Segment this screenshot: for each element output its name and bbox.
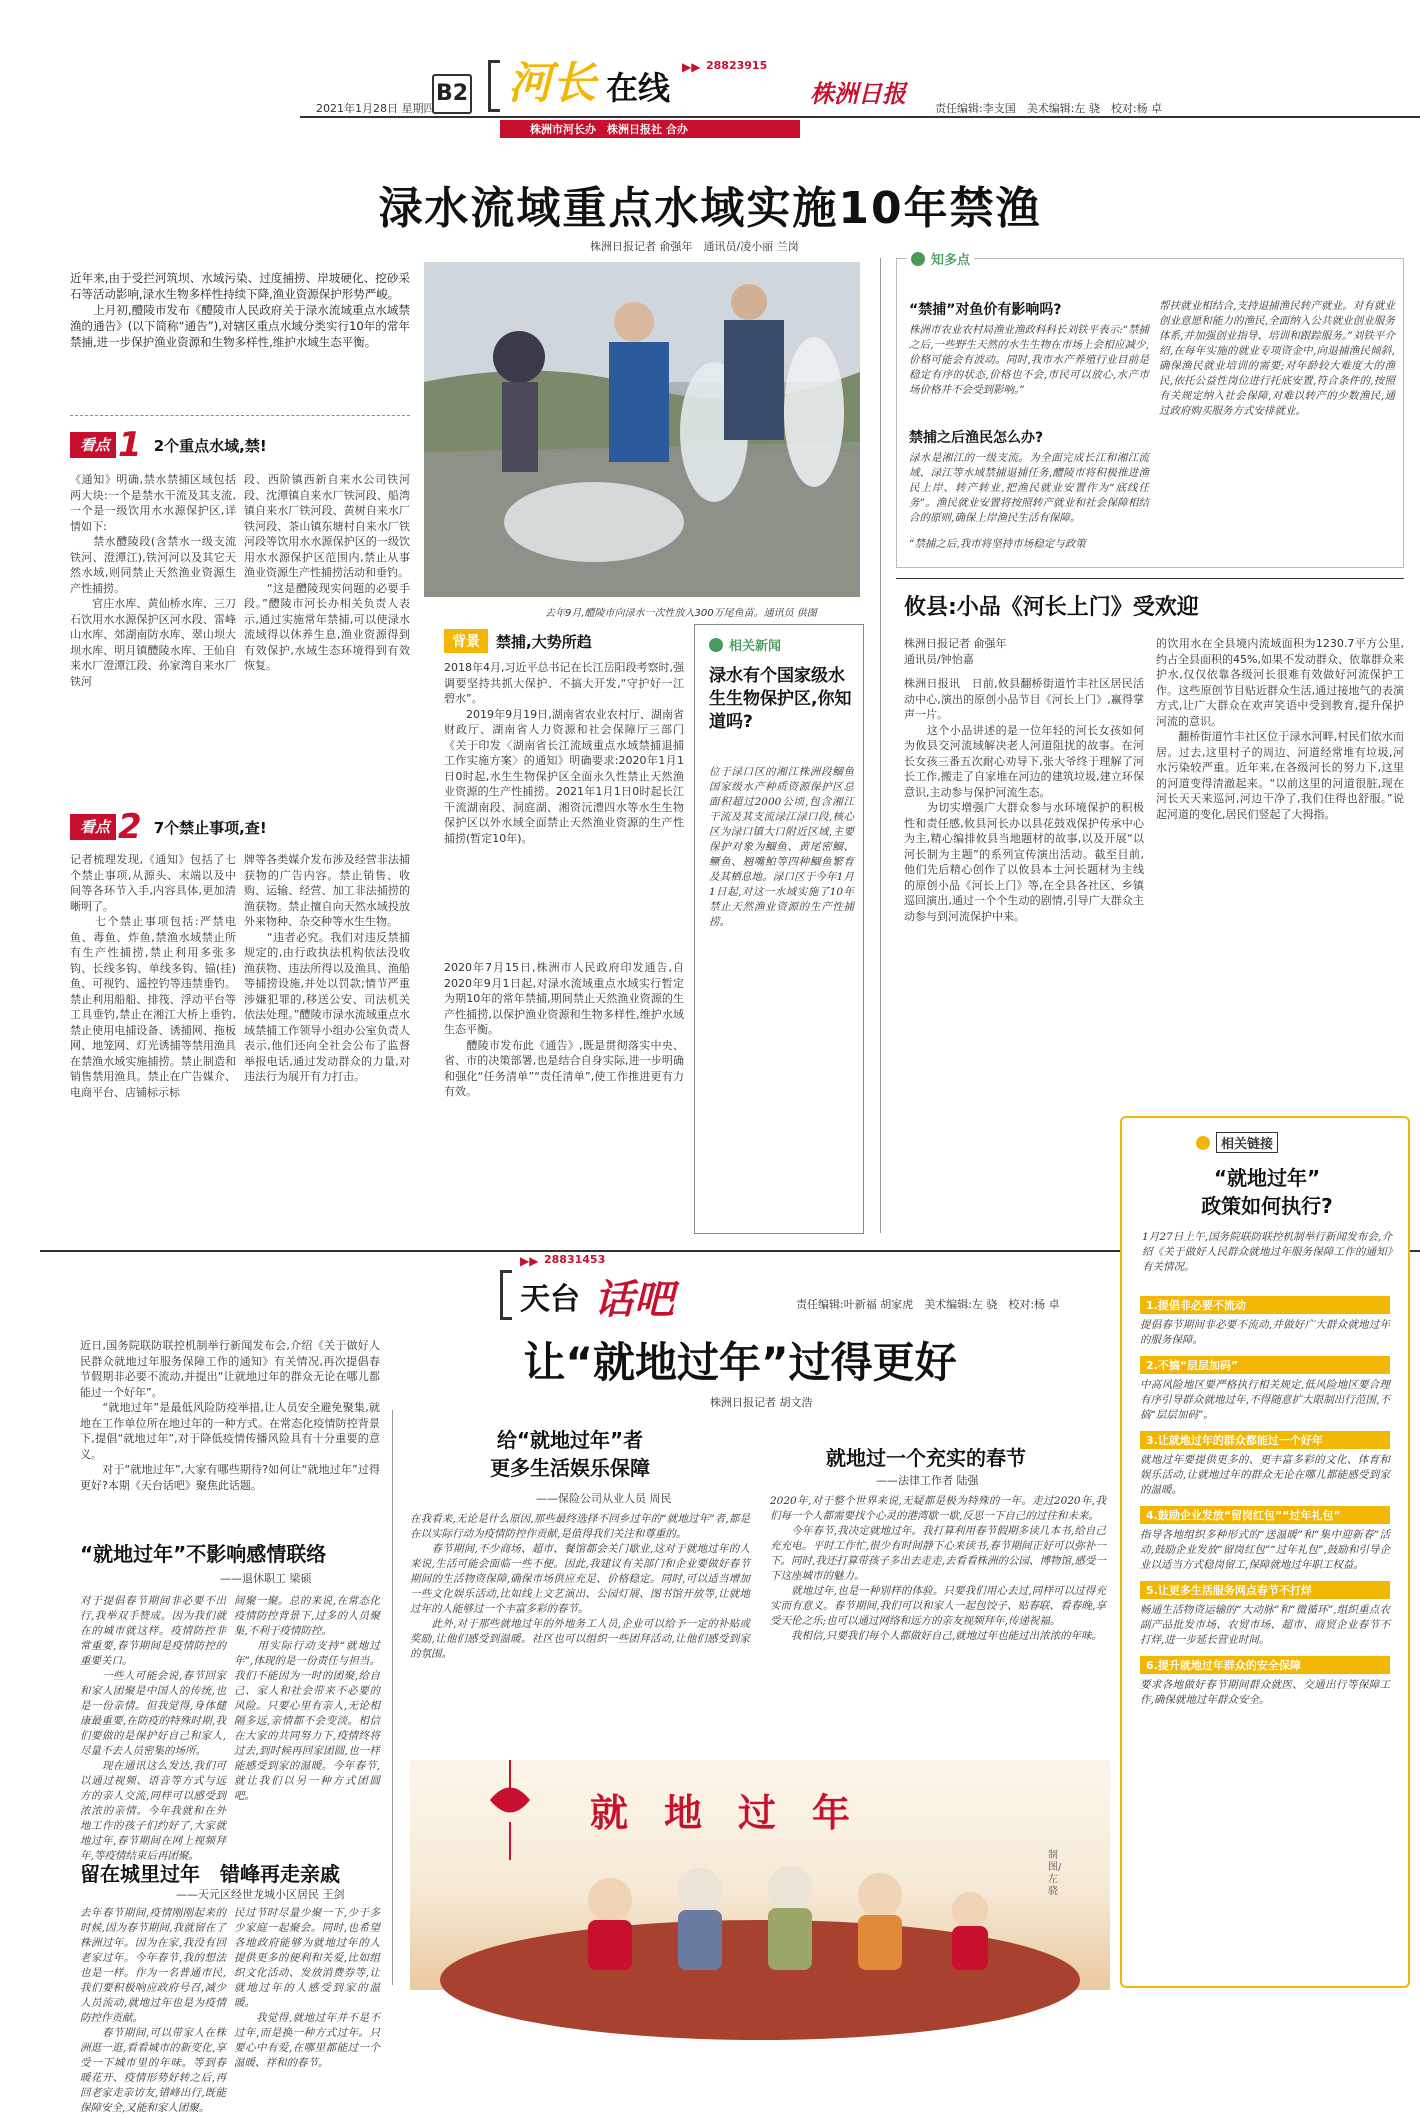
point1-header <box>70 425 267 465</box>
forum-name-1: 天台 <box>520 1282 580 1317</box>
forum-hotline-icon: ▶▶ <box>520 1254 539 1268</box>
illustration-credit: 制图/左骁 <box>1048 1850 1062 1897</box>
forum-bracket <box>500 1270 512 1320</box>
point1-num: 1 <box>118 425 142 465</box>
left2-title: 留在城里过年 错峰再走亲戚 <box>80 1862 340 1886</box>
related-news-icon <box>709 638 723 652</box>
illus-char-1: 就 <box>590 1790 629 1835</box>
related-news-tag: 相关新闻 <box>729 639 782 654</box>
youxian-byline: 株洲日报记者 俞强年 通讯员/钟怡嘉 <box>904 637 1007 666</box>
sidebar-item-body: 畅通生活物资运输的“大动脉”和“微循环”,组织重点农副产品批发市场、农贸市场、超市、商贸企业春节不打烊,进一步延长营业时间。 <box>1140 1604 1390 1646</box>
youxian-col1: 株洲日报讯 日前,攸县翻桥街道竹丰社区居民活动中心,演出的原创小品节目《河长上门》,赢得掌声一片。 这个小品讲述的是一位年轻的河长女孩如何为攸县交河流域解决老人河道阻扰的故事。在河长女孩三番五次耐心劝导下,张大爷终于理解了河长工作,搬走了自家堆在河边的建筑垃圾,建立环保意识,主动参与保护河流生态。 为切实增强广大群众参与水环境保护的积极性和责任感,攸县河长办以县花鼓戏保护传承中心为主,精心编排攸县当地题材的故事,以及开展“以河长制为主题”的系列宣传演出活动。截至目前,他们先后精心创作了以攸县本土河长题材为主线的原创小品《河长上门》等,在全县各社区、乡镇巡回演出,通过一个个生动的剧情,引导广大群众主动参与到河流保护中来。 <box>904 677 1144 923</box>
forum-headline: 让“就地过年”过得更好 <box>523 1338 957 1387</box>
column-bracket-left <box>488 60 500 112</box>
sidebar-header <box>1196 1132 1278 1153</box>
background-tag: 背景 <box>444 629 488 653</box>
left1-author: ——退休职工 梁硕 <box>220 1572 312 1585</box>
sidebar-item-body: 中高风险地区要严格执行相关规定,低风险地区要合理有序引导群众就地过年,不得随意扩大限制出行范围,不搞“层层加码”。 <box>1140 1379 1390 1421</box>
column-logo <box>488 56 818 116</box>
youxian-headline: 攸县:小品《河长上门》受欢迎 <box>904 595 1199 620</box>
background-title: 禁捕,大势所趋 <box>496 632 592 651</box>
knowledge-a2-tail: “禁捕之后,我市将坚持市场稳定与政策 <box>909 538 1086 550</box>
sidebar-item-list <box>1140 1296 1390 1716</box>
sidebar-item <box>1140 1296 1390 1348</box>
left2-col2: 民过节时尽量少聚一下,少于多少家庭一起聚会。同时,也希望各地政府能够为就地过年的人提供更多的便利和关爱,比如组织文化活动、发放消费券等,让就地过年的人感受到家的温暖。 我觉得,就地过年并不是不过年,而是换一种方式过年。只要心中有爱,在哪里都能过一个温暖、祥和的春节。 <box>234 1907 380 2069</box>
illus-char-2: 地 <box>664 1790 703 1835</box>
mid2-body: 2020年,对于整个世界来说,无疑都是极为特殊的一年。走过2020年,我们每一个人都需要找个心灵的港湾歇一歇,反思一下自己的过往和未来。 今年春节,我决定就地过年。我打算利用春节假期多读几本书,给自己充充电。平时工作忙,很少有时间静下心来读书,春节期间正好可以弥补一下。同时,我还打算带孩子多出去走走,去看看株洲的公园、博物馆,感受一下这座城市的魅力。 就地过年,也是一种别样的体验。只要我们用心去过,同样可以过得充实而有意义。春节期间,我们可以和家人一起包饺子、贴春联、看春晚,享受天伦之乐;也可以通过网络和远方的亲友视频拜年,传递祝福。 我相信,只要我们每个人都做好自己,就地过年也能过出浓浓的年味。 <box>770 1495 1106 1642</box>
illus-char-4: 年 <box>812 1790 851 1835</box>
related-news-title: 渌水有个国家级水生生物保护区,你知道吗? <box>709 666 852 732</box>
illus-char-3: 过 <box>738 1790 777 1835</box>
point2-col1: 记者梳理发现,《通知》包括了七个禁止事项,从源头、末端以及中间等各环节入手,内容具体,更加清晰明了。 七个禁止事项包括:严禁电鱼、毒鱼、炸鱼,禁渔水域禁止所有生产性捕捞,禁止利用多张多钩、长线多钩、单线多钩、锚(挂)鱼、可视钓、遥控钓等违禁垂钓。禁止利用船船、排筏、浮动平台等工具垂钓,禁止在湘江大桥上垂钓,禁止使用电捕设备、诱捕网、拖板网、地笼网、灯光诱捕等禁用渔具在禁渔水域实施捕捞。禁止制造和销售禁用渔具。禁止在广告媒介、电商平台、店铺标示标 <box>70 853 236 1099</box>
release-fish-photo <box>424 262 860 597</box>
forum-editors: 责任编辑:叶新福 胡家虎 美术编辑:左 骁 校对:杨 卓 <box>796 1298 1060 1311</box>
related-news-box <box>694 624 864 1234</box>
point1-tag: 看点 <box>70 432 116 458</box>
mid1-body: 在我看来,无论是什么原因,那些最终选择不回乡过年的“就地过年”者,都是在以实际行动为疫情防控作贡献,是值得我们关注和尊重的。 春节期间,不少商场、超市、餐馆都会关门歇业,这对于就地过年的人来说,生活可能会面临一些不便。因此,我建议有关部门和企业要做好春节期间的生活物资保障,确保市场供应充足、价格稳定。同时,可以适当增加一些文化娱乐活动,比如线上文艺演出、公园灯展、图书馆开放等,让就地过年的人能够过一个丰富多彩的春节。 此外,对于那些就地过年的外地务工人员,企业可以给予一定的补贴或奖励,让他们感受到温暖。社区也可以组织一些团拜活动,让他们感受到家的氛围。 <box>410 1513 750 1660</box>
sidebar-item-head: 2.不搞“层层加码” <box>1140 1356 1390 1374</box>
editors-line: 责任编辑:李支国 美术编辑:左 骁 校对:杨 卓 <box>935 102 1163 115</box>
masthead <box>0 0 1420 136</box>
col-sep-forum-1 <box>392 1410 393 1985</box>
mid1-title: 给“就地过年”者 更多生活娱乐保障 <box>490 1428 650 1480</box>
column-name-1: 河长 <box>508 58 596 109</box>
related-news-body: 位于渌口区的湘江株洲段鲴鱼国家级水产种质资源保护区总面积超过2000公顷,包含湘江干流及其支流渌江渌口段,核心区为渌口镇大口附近区域,主要保护对象为鲴鱼、黄尾密鲴、鳜鱼、翘嘴鲌等四种鲴鱼繁育及其栖息地。渌口区于今年1月1日起,对这一水域实施了10年禁止天然渔业资源的生产性捕捞。 <box>709 766 854 928</box>
left1-col2: 间聚一聚。总的来说,在常态化疫情防控背景下,过多的人员聚集,不利于疫情防控。 用实际行动支持“就地过年”,体现的是一份责任与担当。我们不能因为一时的团聚,给自己、家人和社会带来不必要的风险。只要心里有亲人,无论相隔多远,亲情都不会变淡。相信在大家的共同努力下,疫情终将过去,到时候再回家团圆,也一样能感受到家的温暖。今年春节,就让我们以另一种方式团圆吧。 <box>234 1595 380 1802</box>
knowledge-box <box>896 253 1404 568</box>
lead-paragraph: 近年来,由于受拦河筑坝、水域污染、过度捕捞、岸坡硬化、挖砂采石等活动影响,渌水生物多样性持续下降,渔业资源保护形势严峻。 上月初,醴陵市发布《醴陵市人民政府关于渌水流域重点水域禁渔的通告》(以下简称“通告”),对辖区重点水域分类实行10年的常年禁捕,进一步保护渔业资源和生物多样性,维护水域生态平衡。 <box>70 271 410 349</box>
forum-intro: 近日,国务院联防联控机制举行新闻发布会,介绍《关于做好人民群众就地过年服务保障工作的通知》有关情况,再次提倡春节假期非必要不流动,并提出“让就地过年的群众无论在哪儿都能过一个好年”。 “就地过年”是最低风险防疫举措,让人员安全避免聚集,就地在工作单位所在地过年的一种方式。在常态化疫情防控背景下,提倡“就地过年”,对于降低疫情传播风险具有十分重要的意义。 对于“就地过年”,大家有哪些期待?如何让“就地过年”过得更好?本期《天台话吧》聚焦此话题。 <box>80 1339 380 1492</box>
mid2-author: ——法律工作者 陆强 <box>876 1474 979 1487</box>
paper-logo: 株洲日报 <box>810 79 906 108</box>
knowledge-tag: 知多点 <box>931 253 971 268</box>
page-tag: B2 <box>432 74 472 114</box>
sidebar-tag: 相关链接 <box>1216 1132 1278 1153</box>
sidebar-icon <box>1196 1136 1210 1150</box>
point1-col1: 《通知》明确,禁水禁捕区域包括两大块:一个是禁水干流及其支流,一个是一级饮用水水源保护区,详情如下: 禁水醴陵段(含禁水一级支流铁河、澄潭江),铁河河以及其它天然水域,则同禁止天然渔业资源生产性捕捞。 官庄水库、黄仙桥水库、三刀石饮用水水源保护区河水段、雷峰山水库、郊湖南防水库、翠山坝大坝水库、明月镇醴陵水库、王仙自来水厂澄潭江段、孙家湾自来水厂铁河 <box>70 473 236 688</box>
sidebar-item-head: 3.让就地过年的群众都能过一个好年 <box>1140 1431 1390 1449</box>
knowledge-a1: 株洲市农业农村局渔业渔政科科长刘铁平表示:“禁捕之后,一些野生天然的水生生物在市场上会相应减少,价格可能会有波动。同时,我市水产养殖行业目前是稳定有序的状态,价格也不会,市民可以放心,水产市场价格并不会受到影响。” <box>909 324 1149 396</box>
left1-title: “就地过年”不影响感情联络 <box>80 1542 327 1566</box>
sidebar-item-head: 5.让更多生活服务网点春节不打烊 <box>1140 1581 1390 1599</box>
related-news-header <box>709 635 781 654</box>
sidebar-title: “就地过年” 政策如何执行? <box>1201 1166 1333 1218</box>
youxian-col2: 的饮用水在全县境内流域面积为1230.7平方公里,约占全县面积的45%,如果不发动群众、依靠群众来护水,仅仅依靠各级河长很难有效做好河流保护工作。这些原创节目贴近群众生活,通过接地气的表演方式,让广大群众在欢声笑语中受到教育,提升保护河流的意识。 翻桥街道竹丰社区位于渌水河畔,村民们依水而居。过去,这里村子的周边、河道经常堆有垃圾,河水污染较严重。近年来,在各级河长的努力下,这里的河道变得清澈起来。“以前这里的河道很脏,现在河长天天来巡河,河边干净了,我们住得也舒服。”说起河道的变化,居民们竖起了大拇指。 <box>1156 637 1404 821</box>
knowledge-q2: 禁捕之后渔民怎么办? <box>909 430 1044 446</box>
photo-scene <box>424 262 860 597</box>
hotline: 28823915 <box>706 59 768 72</box>
point2-num: 2 <box>118 807 142 847</box>
illustration-title <box>590 1782 850 1837</box>
sidebar-item-body: 要求各地做好春节期间群众就医、交通出行等保障工作,确保就地过年群众安全。 <box>1140 1679 1390 1706</box>
top-byline: 株洲日报记者 俞强年 通讯员/凌小丽 兰岗 <box>590 240 799 253</box>
knowledge-a2: 渌水是湘江的一级支流。为全面完成长江和湘江流域、渌江等水域禁捕退捕任务,醴陵市将积极推进渔民上岸、转产转业,把渔民就业安置作为“底线任务”。渔民就业安置将按照转产就业和社会保障相结合的原则,确保上岸渔民生活有保障。 <box>909 452 1149 524</box>
forum-hotline: 28831453 <box>544 1253 606 1266</box>
sidebar-intro: 1月27日上午,国务院联防联控机制举行新闻发布会,介绍《关于做好人民群众就地过年服务保障工作的通知》有关情况。 <box>1142 1231 1392 1273</box>
sidebar-item <box>1140 1506 1390 1573</box>
sidebar-item <box>1140 1656 1390 1708</box>
knowledge-header <box>907 249 974 268</box>
mid1-author: ——保险公司从业人员 周民 <box>536 1492 672 1505</box>
sidebar-item-head: 1.提倡非必要不流动 <box>1140 1296 1390 1314</box>
date-line: 2021年1月28日 星期四 <box>316 102 435 115</box>
co-organizer: 株洲市河长办 株洲日报社 合办 <box>530 123 688 136</box>
background-header <box>444 628 592 654</box>
column-name-2: 在线 <box>606 69 671 107</box>
left2-col1: 去年春节期间,疫情刚刚起来的时候,因为春节期间,我就留在了株洲过年。因为在家,我没有回老家过年。今年春节,我的想法也是一样。作为一名普通市民,我们要积极响应政府号召,减少人员流动,就地过年也是为疫情防控作贡献。 春节期间,可以带家人在株洲逛一逛,看看城市的新变化,享受一下城市里的年味。等到春暖花开、疫情形势好转之后,再回老家走亲访友,错峰出行,既能保障安全,又能和家人团聚。 <box>80 1907 226 2114</box>
point2-header <box>70 807 267 847</box>
point2-tag: 看点 <box>70 814 116 840</box>
sidebar-item-head: 4.鼓励企业发放“留岗红包”“过年礼包” <box>1140 1506 1390 1524</box>
sidebar-item-body: 就地过年要提供更多的、更丰富多彩的文化、体育和娱乐活动,让就地过年的群众无论在哪儿都能感受到家的温暖。 <box>1140 1454 1390 1496</box>
knowledge-a3: 帮扶就业相结合,支持退捕渔民转产就业。对有就业创业意愿和能力的渔民,全面纳入公共就业创业服务体系,并加强创业指导、培训和跟踪服务。”刘铁平介绍,在每年实施的就业专项资金中,向退捕渔民倾斜,确保渔民就业培训的需要;对年龄较大难度大的渔民,依托公益性岗位进行托底安置,符合条件的,按照有关规定纳入社会保障,对难以转产的少数渔民,通过政府购买服务方式安排就业。 <box>1159 300 1395 417</box>
sidebar-item-body: 提倡春节期间非必要不流动,并做好广大群众就地过年的服务保障。 <box>1140 1319 1390 1346</box>
top-headline: 渌水流域重点水域实施10年禁渔 <box>378 183 1042 234</box>
background-col2-visible: 2020年7月15日,株洲市人民政府印发通告,自2020年9月1日起,对渌水流域重点水域实行暂定为期10年的常年禁捕,期间禁止天然渔业资源的生产性捕捞,以保护渔业资源和生物多样性,维护水域生态平衡。 醴陵市发布此《通告》,既是贯彻落实中央、省、市的决策部署,也是结合自身实际,进一步明确和强化“任务清单”“责任清单”,使工作推进更有力有效。 <box>444 961 684 1098</box>
left2-author: ——天元区经世龙城小区居民 王剑 <box>176 1888 345 1901</box>
sidebar-item <box>1140 1356 1390 1423</box>
point1-col2: 段、西阶镇西新自来水公司铁河段、沈潭镇自来水厂铁河段、船湾镇自来水厂铁河段、黄树自来水厂铁河段、茶山镇东塘村自来水厂铁河段等饮用水水源保护区的一级饮用水水源保护区范围内,禁止从事渔业资源生产性捕捞活动和垂钓。 “这是醴陵现实问题的必要手段。”醴陵市河长办相关负责人表示,通过实施常年禁捕,可以使渌水流域得以休养生息,渔业资源得到有效保护,水域生态环境得到有效恢复。 <box>244 473 410 672</box>
masthead-rule <box>300 116 1420 118</box>
mid2-title: 就地过一个充实的春节 <box>826 1446 1026 1470</box>
forum-logo <box>500 1253 790 1324</box>
point2-title: 7个禁止事项,查! <box>153 818 267 837</box>
sidebar-item-head: 6.提升就地过年群众的安全保障 <box>1140 1656 1390 1674</box>
sidebar-item <box>1140 1581 1390 1648</box>
knowledge-q1: “禁捕”对鱼价有影响吗? <box>909 302 1062 318</box>
sidebar-item <box>1140 1431 1390 1498</box>
forum-name-2: 话吧 <box>594 1277 674 1323</box>
youxian-rule <box>896 578 1404 579</box>
knowledge-icon <box>911 252 925 266</box>
col-sep-1 <box>880 258 881 1233</box>
sidebar-item-body: 指导各地组织多种形式的“送温暖”和“集中迎新春”活动,鼓励企业发放“留岗红包”“过年礼包”,鼓励和引导企业以适当方式稳岗留工,保障就地过年职工权益。 <box>1140 1529 1390 1571</box>
point1-title: 2个重点水域,禁! <box>153 436 267 455</box>
lead-rule <box>70 415 410 416</box>
forum-byline: 株洲日报记者 胡文浩 <box>710 1396 813 1409</box>
photo-caption: 去年9月,醴陵市向渌水一次性放入300万尾鱼苗。通讯员 供图 <box>545 608 817 619</box>
left1-col1-visible: 对于提倡春节期间非必要不出行,我举双手赞成。因为我们就在的城市就这样。疫情防控非常重要,春节期间是疫情防控的重要关口。 一些人可能会说,春节回家和家人团聚是中国人的传统,也是一份亲情。但我觉得,身体健康最重要,在防疫的特殊时期,我们要做的是保护好自己和家人,尽量不去人员密集的场所。 现在通讯这么发达,我们可以通过视频、语音等方式与远方的亲人交流,同样可以感受到浓浓的亲情。今年我就和在外地工作的孩子们约好了,大家就地过年,春节期间在网上视频拜年,等疫情结束后再团聚。 <box>80 1595 226 1862</box>
point2-col2: 牌等各类媒介发布涉及经营非法捕获物的广告内容。禁止销售、收购、运输、经营、加工非法捕捞的渔获物。禁止擅自向天然水域投放外来物种、杂交种等水生生物。 “违者必究。我们对违反禁捕规定的,由行政执法机构依法没收渔获物、违法所得以及渔具、渔船等捕捞设施,并处以罚款;情节严重涉嫌犯罪的,移送公安、司法机关依法处理。”醴陵市渌水流域重点水域禁捕工作领导小组办公室负责人表示,他们还向全社会公布了监督举报电话,通过发动群众的力量,对违法行为展开有力打击。 <box>244 853 410 1083</box>
background-col1: 2018年4月,习近平总书记在长江岳阳段考察时,强调要坚持共抓大保护、不搞大开发,“守护好一江碧水”。 2019年9月19日,湖南省农业农村厅、湖南省财政厅、湖南省人力资源和社会保障厅三部门《关于印发〈湖南省长江流域重点水域禁捕退捕工作实施方案〉的通知》明确要求:2020年1月1日0时起,水生生物保护区全面永久性禁止天然渔业资源的生产性捕捞。2021年1月1日0时起长江干流湖南段、洞庭湖、湘资沅澧四水等水生生物保护区以外水域全面禁止天然渔业资源的生产性捕捞(暂定10年)。 <box>444 661 684 845</box>
hotline-icon: ▶▶ <box>682 60 701 74</box>
